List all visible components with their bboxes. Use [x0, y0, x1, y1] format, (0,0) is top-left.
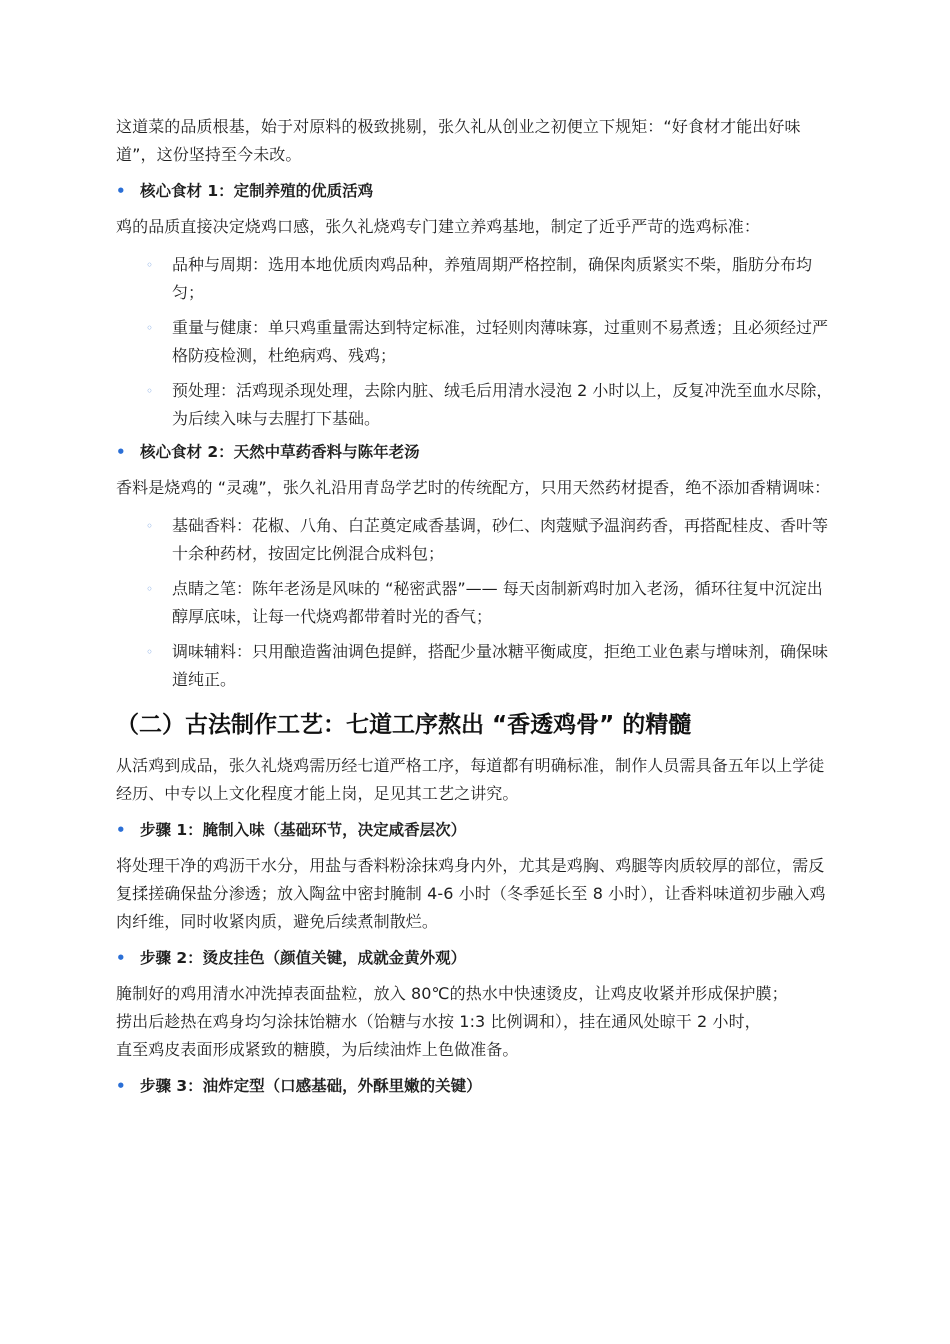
step1-title: • 步骤 1：腌制入味（基础环节，决定咸香层次） — [116, 818, 838, 842]
list-item: ◦ 重量与健康：单只鸡重量需达到特定标准，过轻则肉薄味寡，过重则不易煮透；且必须经过严格防疫检测，杜绝病鸡、残鸡； — [116, 314, 838, 370]
bullet-icon: • — [116, 443, 126, 461]
circle-bullet-icon: ◦ — [146, 645, 154, 659]
circle-bullet-icon: ◦ — [146, 321, 154, 335]
step2-desc-line: 直至鸡皮表面形成紧致的糖膜，为后续油炸上色做准备。 — [116, 1040, 519, 1059]
step2-desc-line: 腌制好的鸡用清水冲洗掉表面盐粒，放入 80℃的热水中快速烫皮，让鸡皮收紧并形成保护膜； — [116, 984, 788, 1003]
step2-desc-line: 捞出后趁热在鸡身均匀涂抹饴糖水（饴糖与水按 1:3 比例调和），挂在通风处晾干 2 小时， — [116, 1012, 761, 1031]
ingredient2-title: • 核心食材 2：天然中草药香料与陈年老汤 — [116, 440, 838, 464]
circle-bullet-icon: ◦ — [146, 384, 154, 398]
list-item: ◦ 品种与周期：选用本地优质肉鸡品种，养殖周期严格控制，确保肉质紧实不柴，脂肪分布均匀； — [116, 251, 838, 307]
bullet-icon: • — [116, 1077, 126, 1095]
list-item: ◦ 调味辅料：只用酿造酱油调色提鲜，搭配少量冰糖平衡咸度，拒绝工业色素与增味剂，确保味道纯正。 — [116, 638, 838, 694]
section2-heading: （二）古法制作工艺：七道工序熬出 “香透鸡骨” 的精髓 — [116, 712, 692, 738]
ingredient1-title: • 核心食材 1：定制养殖的优质活鸡 — [116, 179, 838, 203]
intro-paragraph: 这道菜的品质根基，始于对原料的极致挑剔，张久礼从创业之初便立下规矩：“好食材才能出好味道”，这份坚持至今未改。 — [116, 117, 801, 164]
section2-intro: 从活鸡到成品，张久礼烧鸡需历经七道严格工序，每道都有明确标准，制作人员需具备五年以上学徒经历、中专以上文化程度才能上岗，足见其工艺之讲究。 — [116, 756, 825, 803]
step1-desc: 将处理干净的鸡沥干水分，用盐与香料粉涂抹鸡身内外，尤其是鸡胸、鸡腿等肉质较厚的部位，需反复揉搓确保盐分渗透；放入陶盆中密封腌制 4-6 小时（冬季延长至 8 小时），让香料味道初步融入鸡肉纤维，同时收紧肉质，避免后续煮制散烂。 — [116, 856, 826, 931]
step3-title: • 步骤 3：油炸定型（口感基础，外酥里嫩的关键） — [116, 1074, 838, 1098]
ingredient2-desc: 香料是烧鸡的 “灵魂”，张久礼沿用青岛学艺时的传统配方，只用天然药材提香，绝不添加香精调味： — [116, 478, 831, 497]
step2-desc — [116, 980, 838, 1064]
step2-title: • 步骤 2：烫皮挂色（颜值关键，成就金黄外观） — [116, 946, 838, 970]
circle-bullet-icon: ◦ — [146, 582, 154, 596]
circle-bullet-icon: ◦ — [146, 519, 154, 533]
bullet-icon: • — [116, 821, 126, 839]
ingredient1-desc: 鸡的品质直接决定烧鸡口感，张久礼烧鸡专门建立养鸡基地，制定了近乎严苛的选鸡标准： — [116, 217, 761, 236]
list-item: ◦ 预处理：活鸡现杀现处理，去除内脏、绒毛后用清水浸泡 2 小时以上，反复冲洗至血水尽除，为后续入味与去腥打下基础。 — [116, 377, 838, 433]
list-item: ◦ 点睛之笔：陈年老汤是风味的 “秘密武器”—— 每天卤制新鸡时加入老汤，循环往复中沉淀出醇厚底味，让每一代烧鸡都带着时光的香气； — [116, 575, 838, 631]
document-page — [116, 113, 838, 1108]
bullet-icon: • — [116, 182, 126, 200]
list-item: ◦ 基础香料：花椒、八角、白芷奠定咸香基调，砂仁、肉蔻赋予温润药香，再搭配桂皮、香叶等十余种药材，按固定比例混合成料包； — [116, 512, 838, 568]
circle-bullet-icon: ◦ — [146, 258, 154, 272]
bullet-icon: • — [116, 949, 126, 967]
